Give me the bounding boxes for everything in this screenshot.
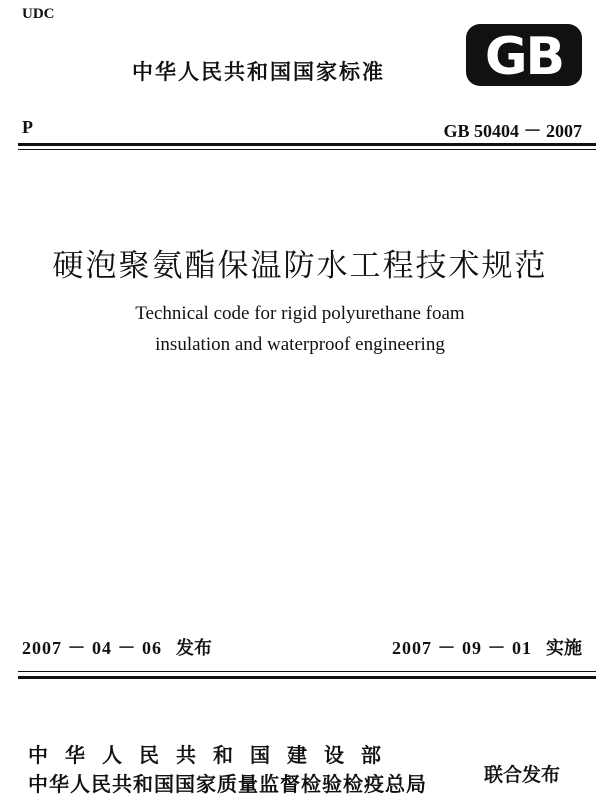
- publisher-aqsiq: 中华人民共和国国家质量监督检验检疫总局: [28, 772, 427, 796]
- joint-publish-label: 联合发布: [484, 764, 561, 786]
- footer-rule-thick: [18, 676, 596, 679]
- footer-rule-thin: [18, 671, 596, 672]
- title-chinese: 硬泡聚氨酯保温防水工程技术规范: [52, 248, 548, 284]
- issue-label: 发布: [176, 638, 212, 659]
- issuing-body: 中华人民共和国国家标准: [132, 60, 385, 84]
- publisher-ministry: 中华人民共和国建设部: [28, 743, 398, 767]
- gb-logo-text: GB: [484, 27, 564, 86]
- implement-label: 实施: [546, 638, 582, 659]
- implement-date: 2007 － 09 － 01: [392, 638, 532, 658]
- header-rule-thin: [18, 149, 596, 150]
- udc-label: UDC: [22, 6, 55, 22]
- standard-number: GB 50404 － 2007: [443, 121, 582, 141]
- title-english: [0, 298, 600, 360]
- issue-date-block: [22, 634, 212, 660]
- header-rule-thick: [18, 143, 596, 146]
- title-english-line2: insulation and waterproof engineering: [155, 334, 445, 355]
- implement-date-block: [392, 634, 582, 660]
- gb-logo: [466, 24, 582, 86]
- category-label: P: [22, 117, 33, 137]
- issue-date: 2007 － 04 － 06: [22, 638, 162, 658]
- title-english-line1: Technical code for rigid polyurethane foam: [135, 303, 465, 324]
